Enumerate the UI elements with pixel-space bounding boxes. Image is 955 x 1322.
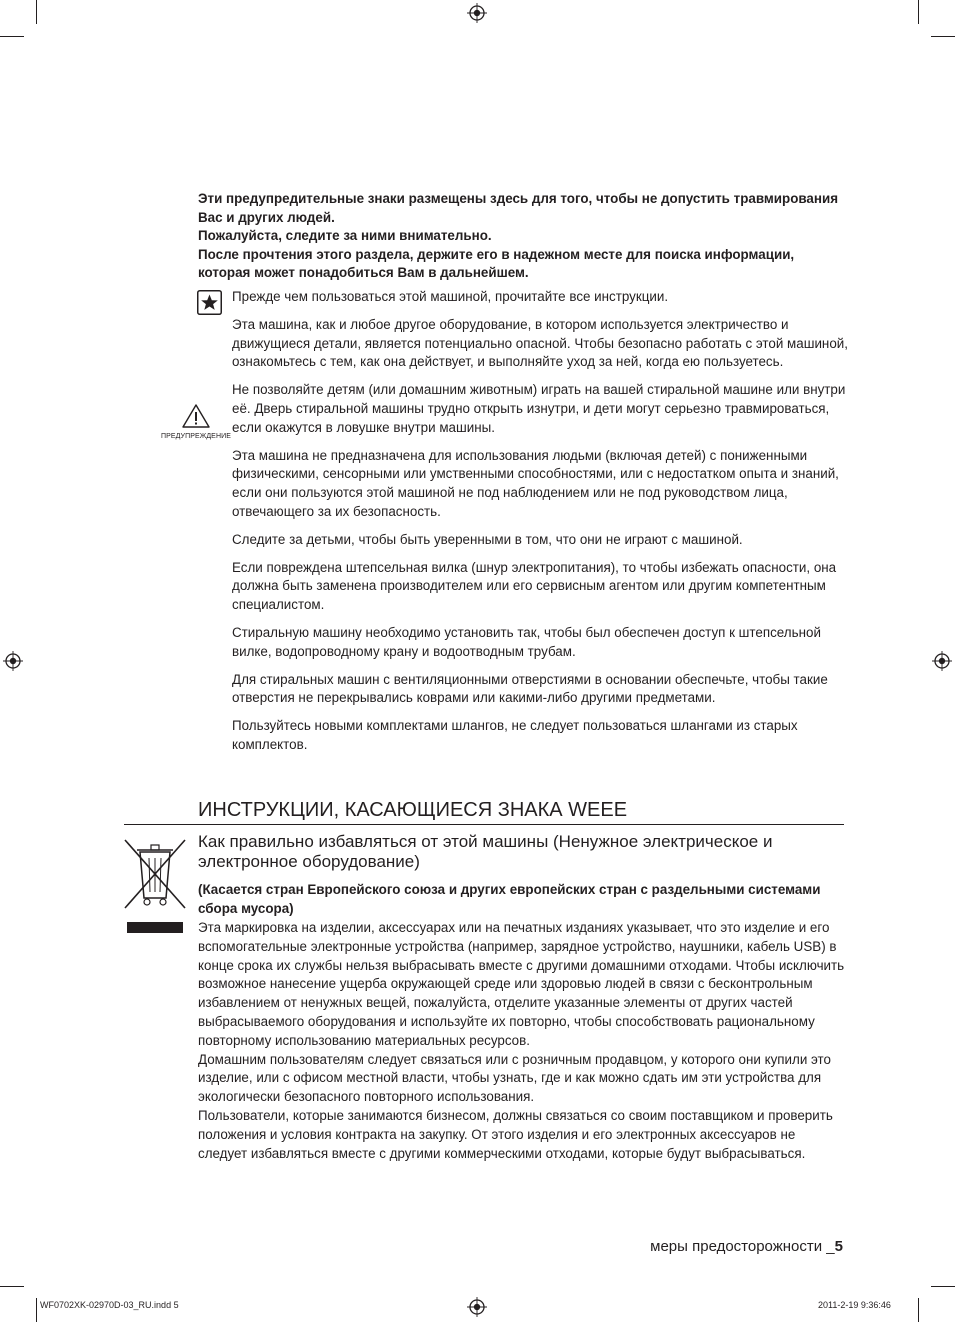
- list-item: Не позволяйте детям (или домашним животным) играть на вашей стиральной машине или внутри её. Дверь стиральной машины трудно открыть изнутри, и дети могут серьезно травмироваться, если окажутся в ловушке внутри машины.: [232, 382, 846, 435]
- crop-mark: [36, 0, 37, 24]
- crop-mark: [36, 1298, 37, 1322]
- weee-body: [198, 919, 848, 1163]
- crop-mark: [918, 0, 919, 24]
- list-item: Эта машина, как и любое другое оборудование, в котором используется электричество и движущиеся детали, является потенциально опасной. Чтобы безопасно работать с этой машиной, ознакомьтесь с тем, как она действует, и выполняйте уход за ней, когда ею пользуетесь.: [232, 316, 848, 370]
- list-item: Прежде чем пользоваться этой машиной, прочитайте все инструкции.: [232, 289, 669, 304]
- registration-mark-icon: [3, 651, 23, 671]
- intro-line: Пожалуйста, следите за ними внимательно.: [198, 228, 492, 244]
- crop-mark: [0, 36, 24, 37]
- intro-warning-block: [198, 190, 848, 283]
- intro-line: После прочтения этого раздела, держите его в надежном месте для поиска информации, которая может понадобиться Вам в дальнейшем.: [198, 246, 795, 281]
- intro-line: Эти предупредительные знаки размещены здесь для того, чтобы не допустить травмирования Вас и других людей.: [198, 191, 839, 225]
- section-note: (Касается стран Европейского союза и других европейских стран с раздельными системами сбора мусора): [198, 882, 821, 916]
- section-subtitle: Как правильно избавляться от этой машины (Ненужное электрическое и электронное оборудование): [198, 832, 773, 871]
- paragraph: Домашним пользователям следует связаться или с розничным продавцом, у которого они купили это изделие, или с офисом местной власти, чтобы узнать, где и как можно сдать им эти устройства для экологически безопасного повторного использования.: [198, 1051, 831, 1105]
- warning-caption: ПРЕДУПРЕЖДЕНИЕ: [160, 433, 232, 440]
- star-icon: [197, 290, 222, 315]
- list-item: Эта машина не предназначена для использования людьми (включая детей) с пониженными физическими, сенсорными или умственными способностями, или с недостатком опыта и знаний, если они пользуются этой машиной не под наблюдением или не под руководством лица, отвечающего за их безопасность.: [232, 447, 839, 519]
- list-item: Для стиральных машин с вентиляционными отверстиями в основании обеспечьте, чтобы такие отверстия не перекрывались коврами или какими-либо другими предметами.: [232, 671, 828, 706]
- warning-badge: [160, 403, 232, 447]
- list-item: Следите за детьми, чтобы быть уверенными в том, что они не играют с машиной.: [232, 531, 743, 547]
- crop-mark: [931, 36, 955, 37]
- safety-instructions-list: [232, 288, 848, 764]
- page-footer: [650, 1238, 843, 1255]
- footer-section-name: меры предосторожности _: [650, 1238, 835, 1255]
- page-number: 5: [834, 1238, 843, 1255]
- crop-mark: [0, 1286, 24, 1287]
- registration-mark-icon: [467, 3, 487, 23]
- list-item: Если повреждена штепсельная вилка (шнур электропитания), то чтобы избежать опасности, она должна быть заменена производителем или его сервисным агентом или другим компетентным специалистом.: [232, 559, 837, 613]
- crop-mark: [918, 1298, 919, 1322]
- registration-mark-icon: [932, 651, 952, 671]
- list-item: Пользуйтесь новыми комплектами шлангов, не следует пользоваться шлангами из старых комплектов.: [232, 718, 798, 752]
- crossed-out-bin-icon: [123, 836, 187, 936]
- warning-icon: [181, 403, 211, 429]
- print-slug-file: WF0702XK-02970D-03_RU.indd 5: [40, 1300, 179, 1310]
- registration-mark-icon: [467, 1297, 487, 1317]
- section-divider: [124, 824, 844, 825]
- paragraph: Эта маркировка на изделии, аксессуарах или на печатных изданиях указывает, что это изделие и его вспомогательные электронные устройства (например, зарядное устройство, наушники, кабель USB) в конце срока их службы нельзя выбрасывать вместе с другими домашними отходами. Чтобы исключить возможное нанесение ущерба окружающей среде или здоровью людей в связи с бесконтрольным избавлением от ненужных вещей, пожалуйста, отделите указанные элементы от других частей выбрасываемого оборудования и используйте их повторно, чтобы способствовать рациональному повторному использованию материальных ресурсов.: [198, 920, 845, 1048]
- crop-mark: [931, 1286, 955, 1287]
- paragraph: Пользователи, которые занимаются бизнесом, должны связаться со своим поставщиком и проверить положения и условия контракта на закупку. От этого изделия и его электронных аксессуаров не следует избавляться вместе с другими коммерческими отходами, которые будут выбрасываться.: [198, 1107, 833, 1161]
- print-slug-date: 2011-2-19 9:36:46: [818, 1300, 891, 1310]
- list-item: Стиральную машину необходимо установить так, чтобы был обеспечен доступ к штепсельной вилке, водопроводному крану и водоотводным трубам.: [232, 624, 821, 659]
- section-title: ИНСТРУКЦИИ, КАСАЮЩИЕСЯ ЗНАКА WEEE: [198, 799, 628, 821]
